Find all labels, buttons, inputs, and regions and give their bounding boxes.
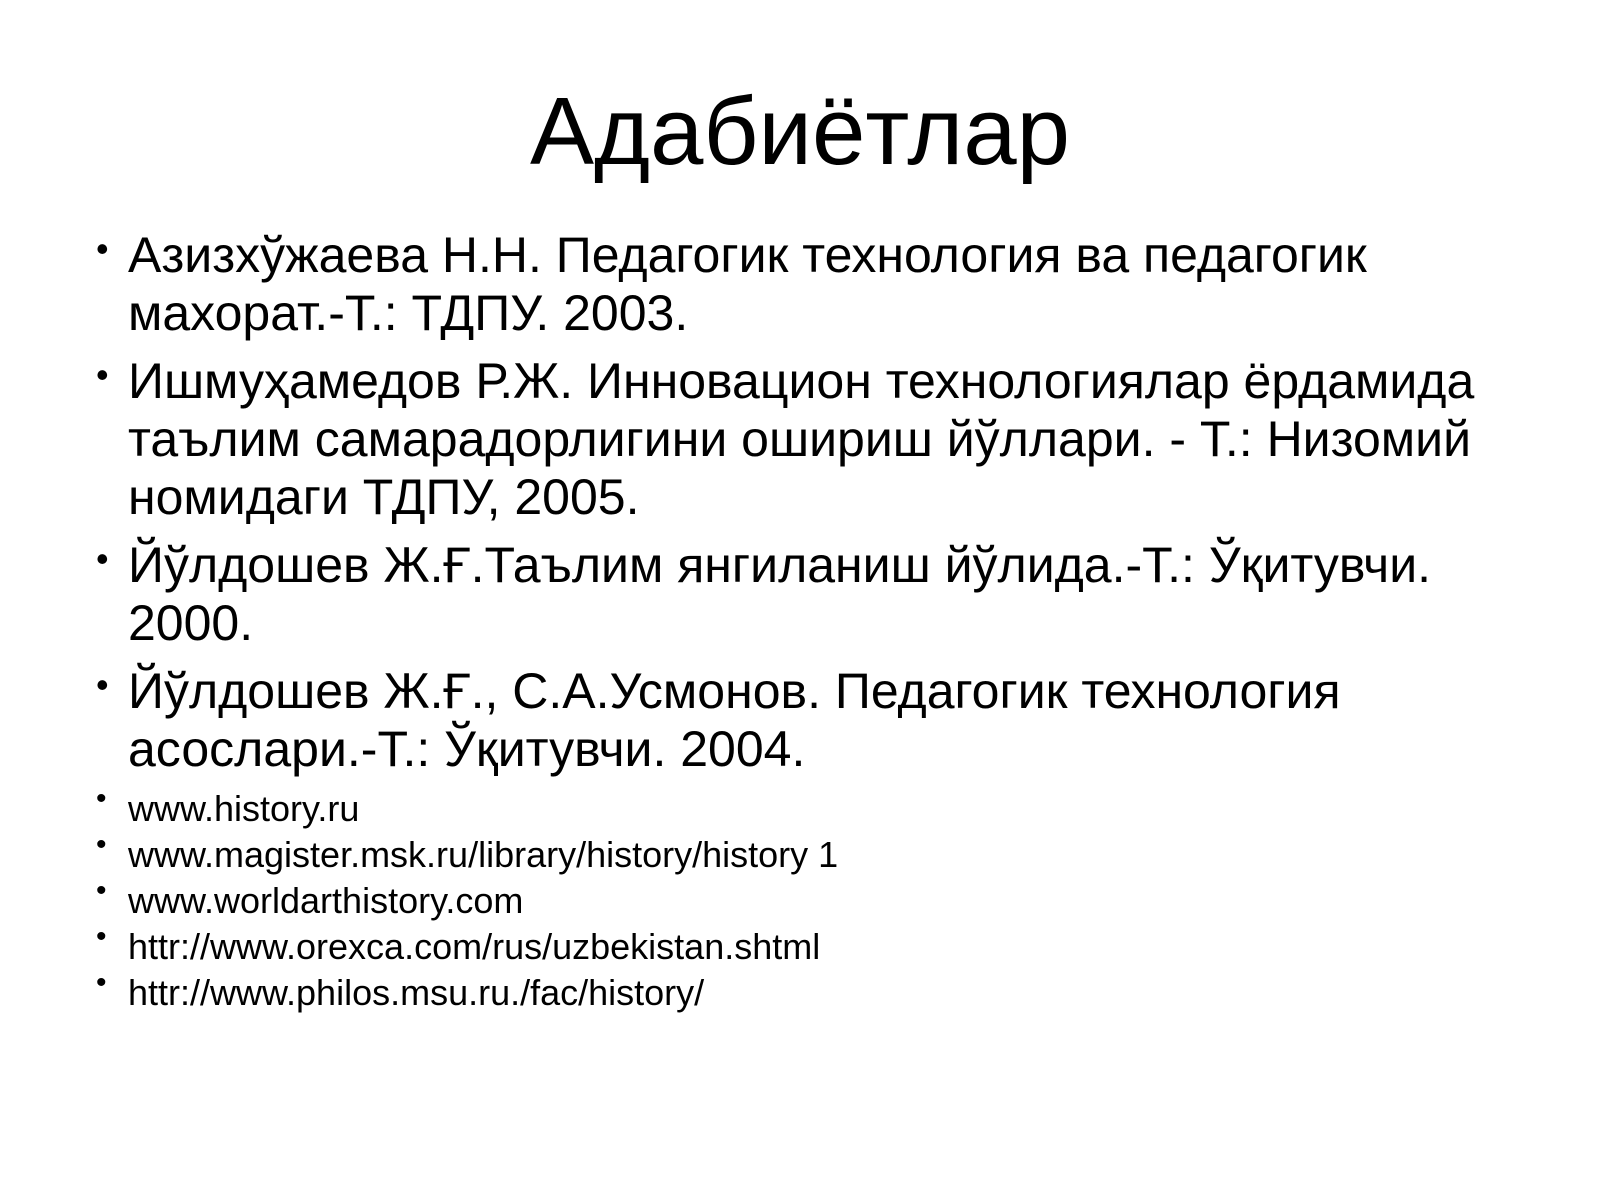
reference-list [96,226,1516,788]
reference-item [96,662,1516,778]
web-link-item [96,828,1516,878]
reference-item [96,536,1516,652]
bullet-icon: • [96,354,109,395]
bullet-icon: • [96,664,109,705]
web-link-item [96,966,1516,1016]
bullet-icon: • [96,828,107,861]
bullet-icon: • [96,782,107,815]
reference-item [96,352,1516,526]
bullet-icon: • [96,228,109,269]
reference-text: Азизхўжаева Н.Н. Педагогик технология ва педагогик махорат.-Т.: ТДПУ. 2003. [128,227,1367,341]
reference-item [96,226,1516,342]
reference-text: Йўлдошев Ж.Ғ., С.А.Усмонов. Педагогик технология асослари.-Т.: Ўқитувчи. 2004. [128,663,1341,777]
bullet-icon: • [96,874,107,907]
web-link-text: www.magister.msk.ru/library/history/history 1 [128,834,839,875]
web-link-list [96,782,1516,1016]
web-link-text: www.history.ru [128,788,360,829]
reference-text: Ишмуҳамедов Р.Ж. Инновацион технологиялар ёрдамида таълим самарадорлигини ошириш йўллари. - Т.: Низомий номидаги ТДПУ, 2005. [128,353,1475,525]
web-link-item [96,920,1516,970]
web-link-item [96,782,1516,832]
web-link-text: httr://www.philos.msu.ru./fac/history/ [128,972,705,1013]
web-link-item [96,874,1516,924]
bullet-icon: • [96,966,107,999]
web-link-text: www.worldarthistory.com [128,880,524,921]
reference-text: Йўлдошев Ж.Ғ.Таълим янгиланиш йўлида.-Т.: Ўқитувчи. 2000. [128,537,1432,651]
web-link-text: httr://www.orexca.com/rus/uzbekistan.shtml [128,926,821,967]
bullet-icon: • [96,920,107,953]
slide-title: Адабиётлар [529,78,1071,185]
bullet-icon: • [96,538,109,579]
